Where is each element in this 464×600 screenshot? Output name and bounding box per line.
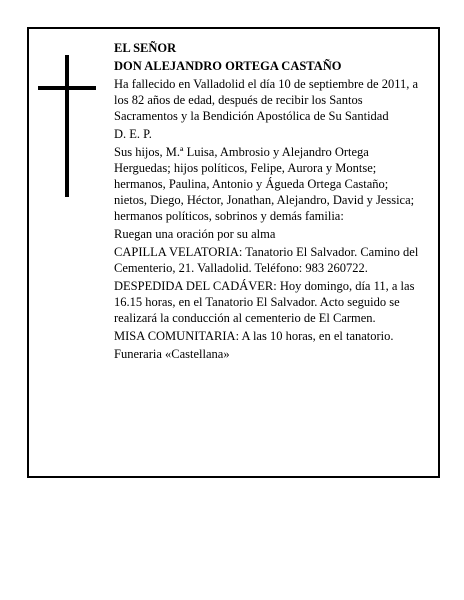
dep-line: D. E. P. [114, 127, 152, 141]
mass-info: MISA COMUNITARIA: A las 10 horas, en el tanatorio. [114, 329, 394, 343]
death-statement: Ha fallecido en Valladolid el día 10 de septiembre de 2011, a los 82 años de edad, después de recibir los Santos Sacramentos y la Bendición Apostólica de Su Santidad [114, 77, 419, 123]
funeral-home: Funeraria «Castellana» [114, 347, 230, 361]
prayer-request: Ruegan una oración por su alma [114, 227, 276, 241]
notice-text-block [114, 40, 420, 364]
deceased-name: DON ALEJANDRO ORTEGA CASTAÑO [114, 59, 342, 73]
notice-title: EL SEÑOR [114, 41, 177, 55]
family-list: Sus hijos, M.ª Luisa, Ambrosio y Alejandro Ortega Herguedas; hijos políticos, Felipe, Aurora y Montse; hermanos, Paulina, Antonio y Águeda Ortega Castaño; nietos, Diego, Héctor, Jonathan, Alejandro, David y Jessica; hermanos políticos, sobrinos y demás familia: [114, 145, 415, 223]
chapel-info: CAPILLA VELATORIA: Tanatorio El Salvador. Camino del Cementerio, 21. Valladolid. Teléfono: 983 260722. [114, 245, 419, 275]
cross-icon [0, 0, 80, 200]
cross-vertical-bar [65, 55, 69, 197]
farewell-info: DESPEDIDA DEL CADÁVER: Hoy domingo, día 11, a las 16.15 horas, en el Tanatorio El Salvador. Acto seguido se realizará la conducción al cementerio de El Carmen. [114, 279, 415, 325]
cross-horizontal-bar [38, 86, 96, 90]
